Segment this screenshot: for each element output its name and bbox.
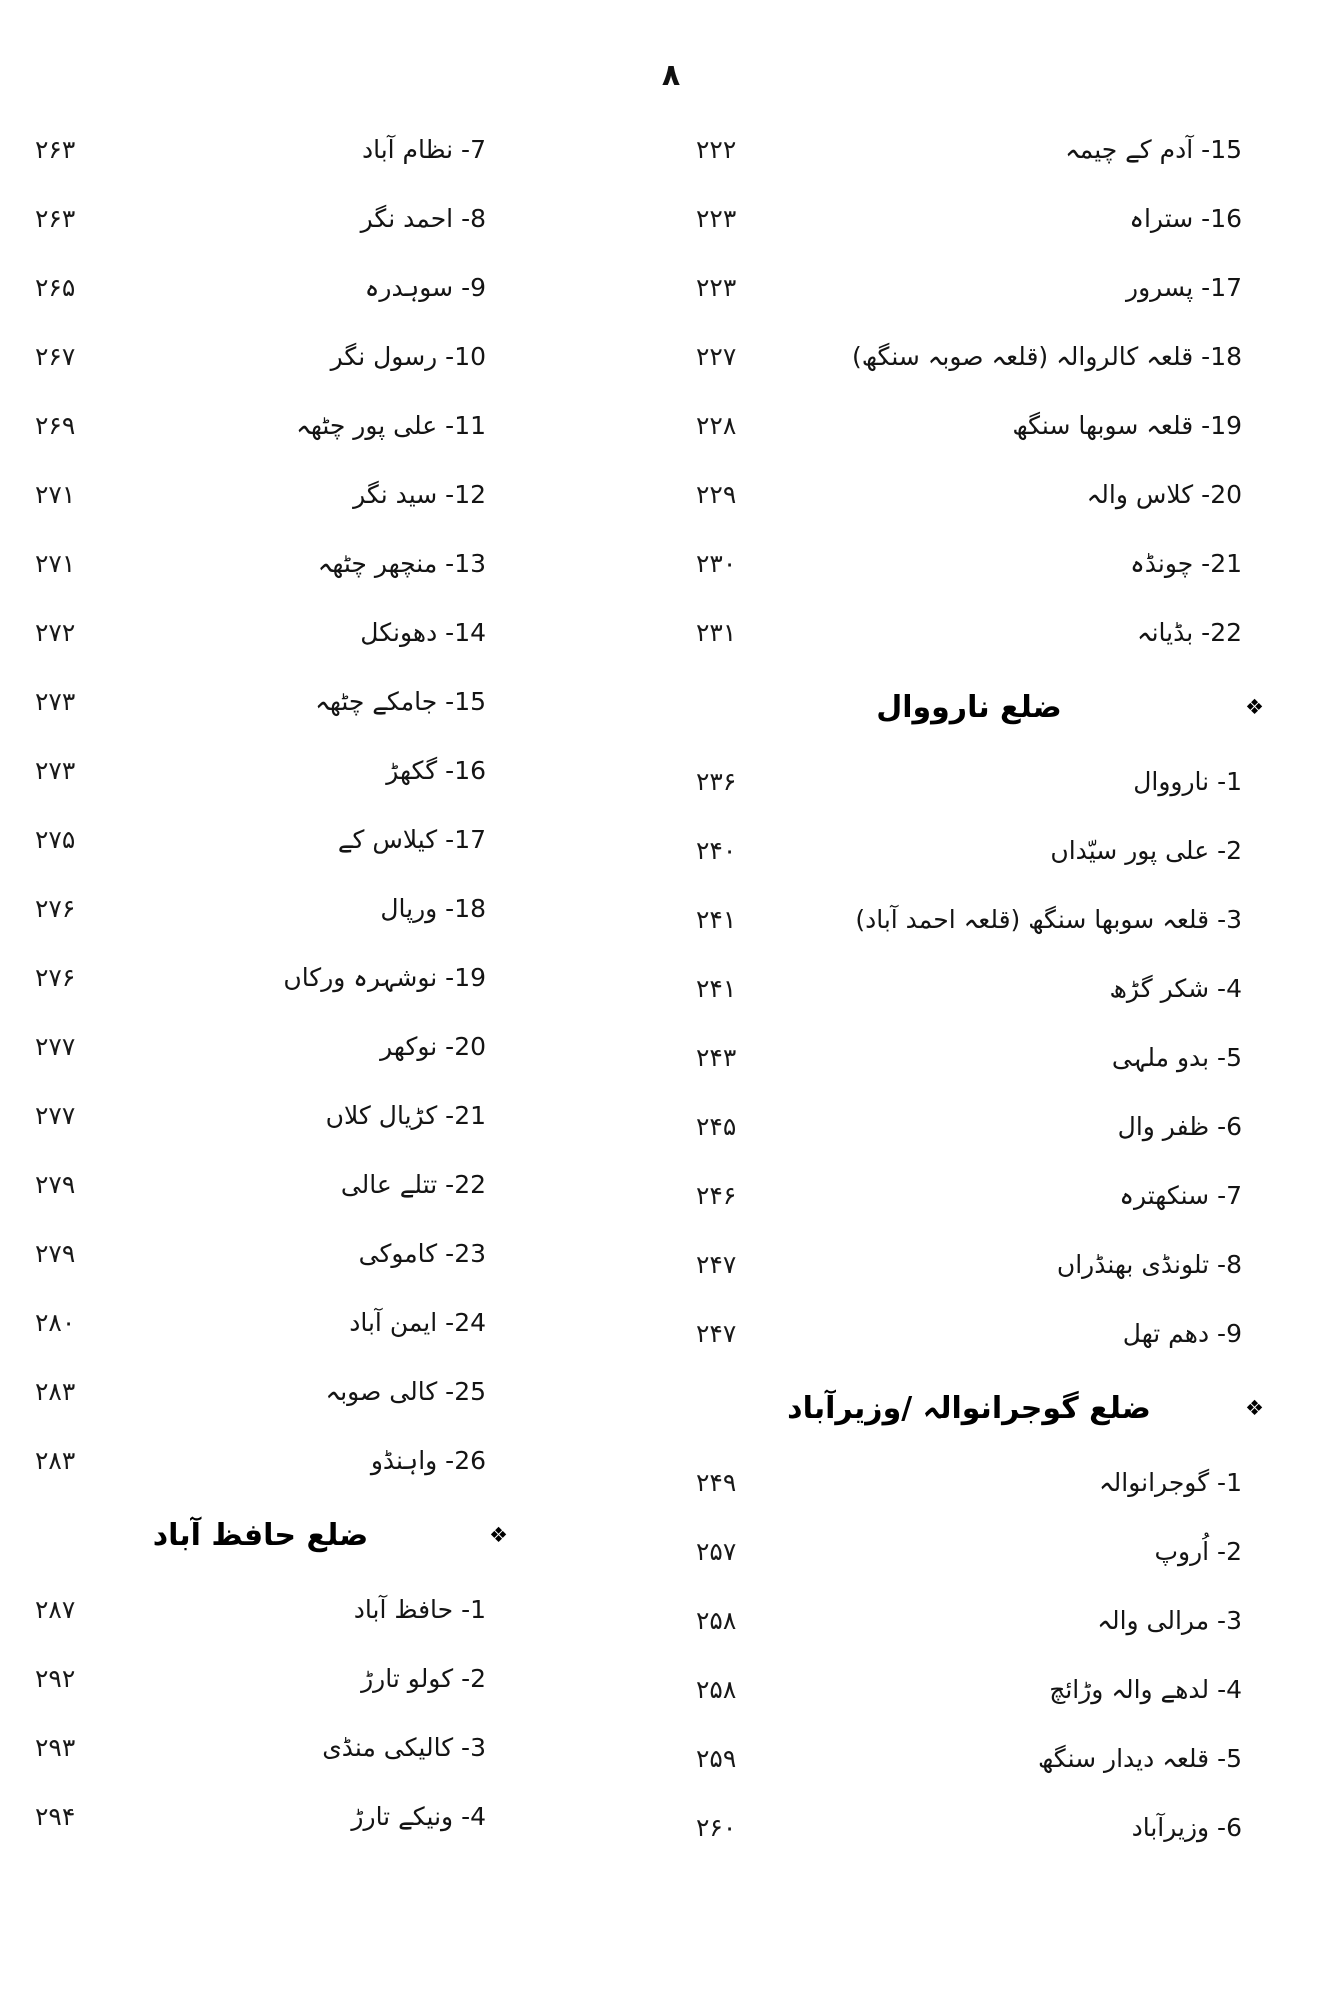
entry-page-number: ۲۷۷ [35,1032,76,1061]
entry-title: 8- تلونڈی بھنڈراں [1056,1250,1242,1279]
entry-title: 12- سید نگر [353,480,486,509]
entry-page-number: ۲۴۳ [696,1043,737,1072]
entry-page-number: ۲۹۴ [35,1802,76,1831]
entry-page-number: ۲۹۳ [35,1733,76,1762]
entry-page-number: ۲۷۹ [35,1239,76,1268]
entry-page-number: ۲۳۶ [696,767,737,796]
entry-page-number: ۲۲۳ [696,204,737,233]
entry-title: 10- رسول نگر [330,342,486,371]
toc-entry-row [35,943,486,1012]
toc-entry-row [35,1081,486,1150]
entry-title: 26- واہنڈو [370,1446,486,1475]
entry-page-number: ۲۲۸ [696,411,737,440]
entry-title: 25- کالی صوبہ [325,1377,486,1406]
entry-title: 3- کالیکی منڈی [322,1733,486,1762]
entry-title: 1- حافظ آباد [353,1595,486,1624]
entry-page-number: ۲۷۹ [35,1170,76,1199]
entry-title: 7- سنکھترہ [1119,1181,1242,1210]
entry-page-number: ۲۸۰ [35,1308,76,1337]
entry-title: 5- بدو ملہی [1111,1043,1242,1072]
entry-page-number: ۲۴۰ [696,836,737,865]
district-title: ضلع حافظ آباد [152,1517,369,1553]
toc-entry-row [696,1092,1242,1161]
entry-title: 6- ظفر وال [1117,1112,1242,1141]
toc-entry-row [35,1426,486,1495]
entry-page-number: ۲۲۹ [696,480,737,509]
toc-entry-row [696,1230,1242,1299]
toc-entry-row [35,1219,486,1288]
district-title: ضلع گوجرانوالہ /وزیرآباد [787,1390,1151,1426]
entry-page-number: ۲۷۵ [35,825,76,854]
toc-column-left [0,115,671,1862]
district-header-row [35,1495,508,1575]
diamond-icon: ❖ [1245,1396,1264,1420]
entry-page-number: ۲۴۹ [696,1468,737,1497]
entry-title: 24- ایمن آباد [349,1308,486,1337]
entry-page-number: ۲۶۳ [35,135,76,164]
entry-page-number: ۲۷۱ [35,480,76,509]
entry-title: 15- جامکے چٹھہ [315,687,486,716]
toc-entry-row [696,253,1242,322]
district-header-row [696,667,1264,747]
entry-title: 21- کڑیال کلاں [325,1101,486,1130]
entry-page-number: ۲۲۳ [696,273,737,302]
entry-page-number: ۲۸۷ [35,1595,76,1624]
toc-entry-row [35,322,486,391]
entry-page-number: ۲۴۷ [696,1319,737,1348]
entry-page-number: ۲۸۳ [35,1446,76,1475]
entry-page-number: ۲۸۳ [35,1377,76,1406]
toc-entry-row [696,529,1242,598]
entry-title: 22- تتلے عالی [340,1170,486,1199]
entry-page-number: ۲۴۷ [696,1250,737,1279]
entry-page-number: ۲۵۸ [696,1675,737,1704]
entry-page-number: ۲۴۶ [696,1181,737,1210]
entry-title: 9- دھم تھل [1122,1319,1242,1348]
entry-title: 16- گکھڑ [386,756,486,785]
toc-entry-row [35,1644,486,1713]
entry-title: 13- منچھر چٹھہ [317,549,486,578]
entry-page-number: ۲۹۲ [35,1664,76,1693]
toc-entry-row [696,1586,1242,1655]
district-title: ضلع نارووال [876,689,1062,725]
entry-title: 3- مرالی والہ [1097,1606,1242,1635]
entry-title: 20- کلاس والہ [1086,480,1242,509]
entry-page-number: ۲۲۲ [696,135,737,164]
entry-page-number: ۲۶۷ [35,342,76,371]
entry-title: 16- ستراہ [1129,204,1242,233]
toc-entry-row [696,1724,1242,1793]
entry-page-number: ۲۷۱ [35,549,76,578]
toc-entry-row [696,1299,1242,1368]
toc-entry-row [696,954,1242,1023]
toc-entry-row [35,1713,486,1782]
toc-entry-row [35,529,486,598]
entry-title: 7- نظام آباد [361,135,486,164]
diamond-icon: ❖ [1245,695,1264,719]
entry-title: 2- علی پور سیّداں [1050,836,1242,865]
entry-page-number: ۲۵۷ [696,1537,737,1566]
toc-entry-row [35,736,486,805]
entry-title: 19- نوشہرہ ورکاں [283,963,486,992]
entry-title: 20- نوکھر [380,1032,486,1061]
entry-page-number: ۲۷۳ [35,687,76,716]
entry-title: 9- سوہدرہ [364,273,486,302]
entry-page-number: ۲۶۰ [696,1813,737,1842]
toc-entry-row [696,1517,1242,1586]
entry-page-number: ۲۲۷ [696,342,737,371]
toc-entry-row [35,1782,486,1851]
entry-title: 11- علی پور چٹھہ [296,411,486,440]
entry-page-number: ۲۵۸ [696,1606,737,1635]
entry-title: 17- پسرور [1126,273,1242,302]
entry-title: 23- کاموکی [358,1239,486,1268]
entry-page-number: ۲۷۲ [35,618,76,647]
toc-entry-row [696,885,1242,954]
toc-entry-row [35,253,486,322]
toc-entry-row [35,115,486,184]
district-header-row [696,1368,1264,1448]
entry-page-number: ۲۴۱ [696,905,737,934]
entry-title: 21- چونڈہ [1130,549,1242,578]
toc-entry-row [35,1150,486,1219]
entry-page-number: ۲۶۳ [35,204,76,233]
page-number: ۸ [661,58,681,93]
toc-entry-row [696,460,1242,529]
entry-page-number: ۲۵۹ [696,1744,737,1773]
entry-title: 4- لدھے والہ وڑائچ [1049,1675,1242,1704]
toc-entry-row [35,1357,486,1426]
entry-title: 15- آدم کے چیمہ [1065,135,1242,164]
entry-title: 18- ورپال [380,894,486,923]
entry-title: 1- نارووال [1133,767,1242,796]
entry-page-number: ۲۴۵ [696,1112,737,1141]
entry-page-number: ۲۷۳ [35,756,76,785]
entry-page-number: ۲۷۶ [35,894,76,923]
entry-title: 4- ونیکے تارڑ [351,1802,486,1831]
entry-page-number: ۲۷۶ [35,963,76,992]
toc-entry-row [35,667,486,736]
toc-entry-row [696,115,1242,184]
toc-entry-row [696,598,1242,667]
entry-title: 8- احمد نگر [360,204,486,233]
entry-page-number: ۲۳۱ [696,618,737,647]
entry-title: 6- وزیرآباد [1131,1813,1242,1842]
entry-page-number: ۲۶۹ [35,411,76,440]
toc-entry-row [696,747,1242,816]
toc-entry-row [696,1023,1242,1092]
toc-entry-row [35,1288,486,1357]
toc-entry-row [696,1161,1242,1230]
toc-entry-row [35,598,486,667]
entry-title: 4- شکر گڑھ [1109,974,1242,1003]
diamond-icon: ❖ [489,1523,508,1547]
toc-entry-row [696,1448,1242,1517]
entry-page-number: ۲۷۷ [35,1101,76,1130]
toc-entry-row [696,816,1242,885]
entry-title: 19- قلعہ سوبھا سنگھ [1012,411,1242,440]
entry-title: 1- گوجرانوالہ [1099,1468,1242,1497]
entry-title: 3- قلعہ سوبھا سنگھ (قلعہ احمد آباد) [855,905,1242,934]
entry-title: 22- بڈیانہ [1136,618,1242,647]
entry-title: 2- کولو تارڑ [361,1664,486,1693]
toc-entry-row [35,1575,486,1644]
toc-entry-row [35,805,486,874]
entry-title: 2- اُروپ [1154,1537,1242,1566]
entry-title: 14- دھونکل [360,618,486,647]
toc-entry-row [696,1793,1242,1862]
toc-entry-row [35,1012,486,1081]
toc-column-right [671,115,1342,1862]
entry-title: 18- قلعہ کالروالہ (قلعہ صوبہ سنگھ) [851,342,1242,371]
entry-page-number: ۲۳۰ [696,549,737,578]
toc-entry-row [35,184,486,253]
toc-entry-row [35,391,486,460]
toc-entry-row [696,1655,1242,1724]
toc-entry-row [696,184,1242,253]
entry-title: 5- قلعہ دیدار سنگھ [1037,1744,1242,1773]
toc-entry-row [35,460,486,529]
entry-page-number: ۲۴۱ [696,974,737,1003]
toc-entry-row [696,322,1242,391]
entry-page-number: ۲۶۵ [35,273,76,302]
toc-entry-row [696,391,1242,460]
toc-entry-row [35,874,486,943]
entry-title: 17- کیلاس کے [337,825,486,854]
toc-columns [0,115,1342,1862]
